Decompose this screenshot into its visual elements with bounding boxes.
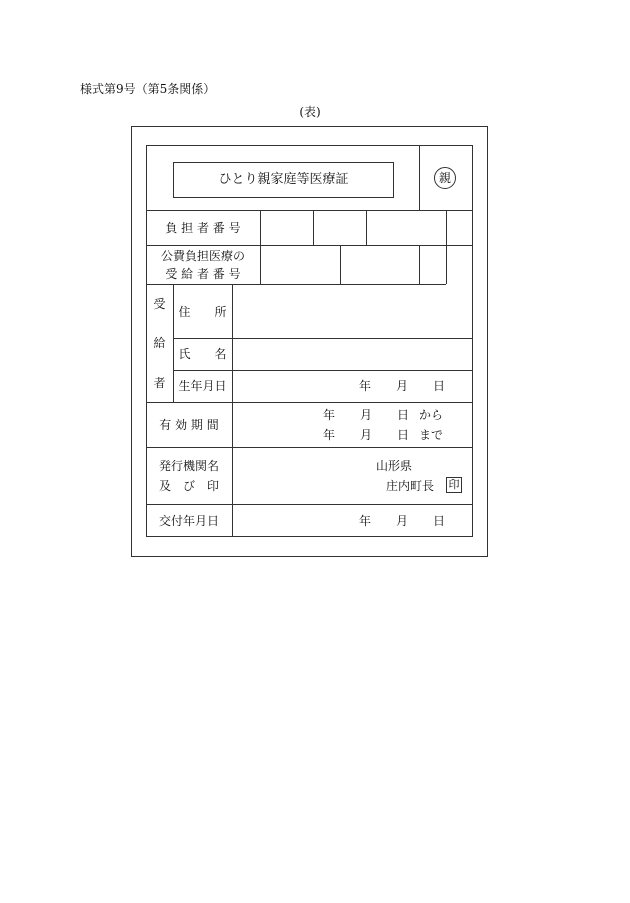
birth-year-label: 年 <box>359 379 372 393</box>
validity-label: 有 効 期 間 <box>159 418 219 432</box>
valid-from-month: 月 <box>360 408 373 422</box>
valid-from-year: 年 <box>323 408 336 422</box>
side-label: (表) <box>299 105 321 119</box>
burden-number-label: 負 担 者 番 号 <box>165 221 241 235</box>
issue-year-label: 年 <box>359 514 372 528</box>
birth-day-label: 日 <box>433 379 446 393</box>
birth-month-label: 月 <box>396 379 409 393</box>
issuer-label-line2: 及 び 印 <box>158 479 219 493</box>
birthdate-label: 生年月日 <box>178 379 227 393</box>
form-number: 様式第9号（第5条関係） <box>80 82 216 96</box>
issuer-prefecture: 山形県 <box>376 459 413 473</box>
issue-date-label: 交付年月日 <box>158 514 219 528</box>
address-label: 住 所 <box>178 305 227 319</box>
oya-stamp-icon: 親 <box>434 167 456 189</box>
valid-to-year: 年 <box>323 428 336 442</box>
recipient-vertical-2: 給 <box>153 336 166 350</box>
issuer-label-line1: 発行機関名 <box>158 459 219 473</box>
public-cost-label-line2: 受 給 者 番 号 <box>165 267 241 281</box>
valid-to-month: 月 <box>360 428 373 442</box>
valid-to-made: まで <box>419 428 444 442</box>
public-cost-label-line1: 公費負担医療の <box>160 249 245 263</box>
recipient-vertical-1: 受 <box>153 297 166 311</box>
name-label: 氏 名 <box>178 347 227 361</box>
valid-from-kara: から <box>419 408 444 422</box>
issue-month-label: 月 <box>396 514 409 528</box>
valid-to-day: 日 <box>397 428 410 442</box>
valid-from-day: 日 <box>397 408 410 422</box>
issue-day-label: 日 <box>433 514 446 528</box>
recipient-vertical-3: 者 <box>153 376 166 390</box>
form-title: ひとり親家庭等医療証 <box>218 172 349 187</box>
seal-icon: 印 <box>446 477 462 493</box>
issuer-mayor: 庄内町長 <box>386 479 435 493</box>
